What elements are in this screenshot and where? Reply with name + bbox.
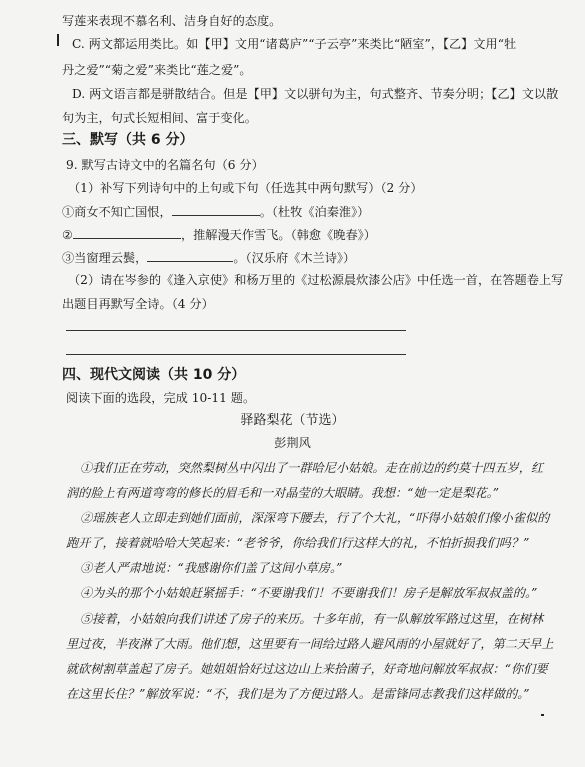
option-c-line1: C. 两文都运用类比。如【甲】文用“诸葛庐”“子云亭”来类比“陋室”，【乙】文用“牡 [72,37,517,51]
option-d-line1: D. 两文语言都是骈散结合。但是【甲】文以骈句为主，句式整齐、节奏分明；【乙】文以散 [72,87,559,101]
paragraph-line: 跑开了，接着就哈哈大笑起来：“老爷爷，你给我们行这样大的礼，不怕折损我们吗？” [66,536,530,550]
question-9-part2-line1: （2）请在岑参的《逢入京使》和杨万里的《过松源晨炊漆公店》中任选一首，在答题卷上写 [68,273,564,287]
paragraph-line: ③老人严肃地说：“我感谢你们盖了这间小草房。” [80,561,343,575]
reading-intro: 阅读下面的选段，完成 10-11 题。 [66,391,256,405]
answer-blank-3[interactable] [147,249,233,262]
answer-blank-1[interactable] [172,203,260,216]
answer-line-2[interactable] [66,354,406,355]
item2-prefix: ② [62,228,73,242]
question-9-part2-line2: 出题目再默写全诗。（4 分） [62,297,214,311]
option-d-line2: 句为主，句式长短相间、富于变化。 [62,111,257,125]
answer-blank-2[interactable] [73,226,181,239]
paragraph-line: ⑤接着，小姑娘向我们讲述了房子的来历。十多年前，有一队解放军路过这里，在树林 [80,612,544,626]
article-author: 彭荆风 [274,436,311,450]
paragraph-line: 润的脸上有两道弯弯的修长的眉毛和一对晶莹的大眼睛。我想：“她一定是梨花。” [66,486,499,500]
item1-suffix: 。（杜牧《泊秦淮》） [259,205,370,219]
dictation-item-3 [62,249,355,266]
paragraph-line: 里过夜，半夜淋了大雨。他们想，这里要有一间给过路人避风雨的小屋就好了，第二天早上 [66,637,554,651]
answer-line-1[interactable] [66,330,406,331]
paragraph-line: ②瑶族老人立即走到她们面前，深深弯下腰去，行了个大礼，“吓得小姑娘们像小雀似的 [80,511,550,525]
section-title-reading: 四、现代文阅读（共 10 分） [62,367,246,383]
item3-prefix: ③当窗理云鬓， [62,251,148,265]
dictation-item-1 [62,203,369,220]
paragraph-line: ④为头的那个小姑娘赶紧摇手：“不要谢我们！不要谢我们！房子是解放军叔叔盖的。” [80,586,538,600]
item2-suffix: ，推解漫天作雪飞。（韩愈《晚春》） [180,228,376,242]
paragraph-line: 在这里长住？”解放军说：“不，我们是为了方便过路人。是雷锋同志教我们这样做的。” [66,687,530,701]
margin-mark [57,34,59,46]
option-c-line2: 丹之爱”“菊之爱”来类比“莲之爱”。 [62,63,252,77]
prev-text-line: 写莲来表现不慕名利、洁身自好的态度。 [62,14,282,28]
scan-speck [541,714,544,716]
question-9-part1: （1）补写下列诗句中的上句或下句（任选其中两句默写）（2 分） [68,181,423,195]
item3-suffix: 。（汉乐府《木兰诗》） [233,251,356,265]
article-title: 驿路梨花（节选） [240,413,345,428]
item1-prefix: ①商女不知亡国恨， [62,205,172,219]
dictation-item-2 [62,226,376,243]
question-9: 9. 默写古诗文中的名篇名句（6 分） [66,158,264,172]
section-title-dictation: 三、默写（共 6 分） [62,132,194,148]
paragraph-line: ①我们正在劳动，突然梨树丛中闪出了一群哈尼小姑娘。走在前边的约莫十四五岁，红 [80,461,544,475]
paragraph-line: 就砍树割草盖起了房子。她姐姐恰好过这边山上来拾菌子，好奇地问解放军叔叔：“你们要 [66,662,548,676]
